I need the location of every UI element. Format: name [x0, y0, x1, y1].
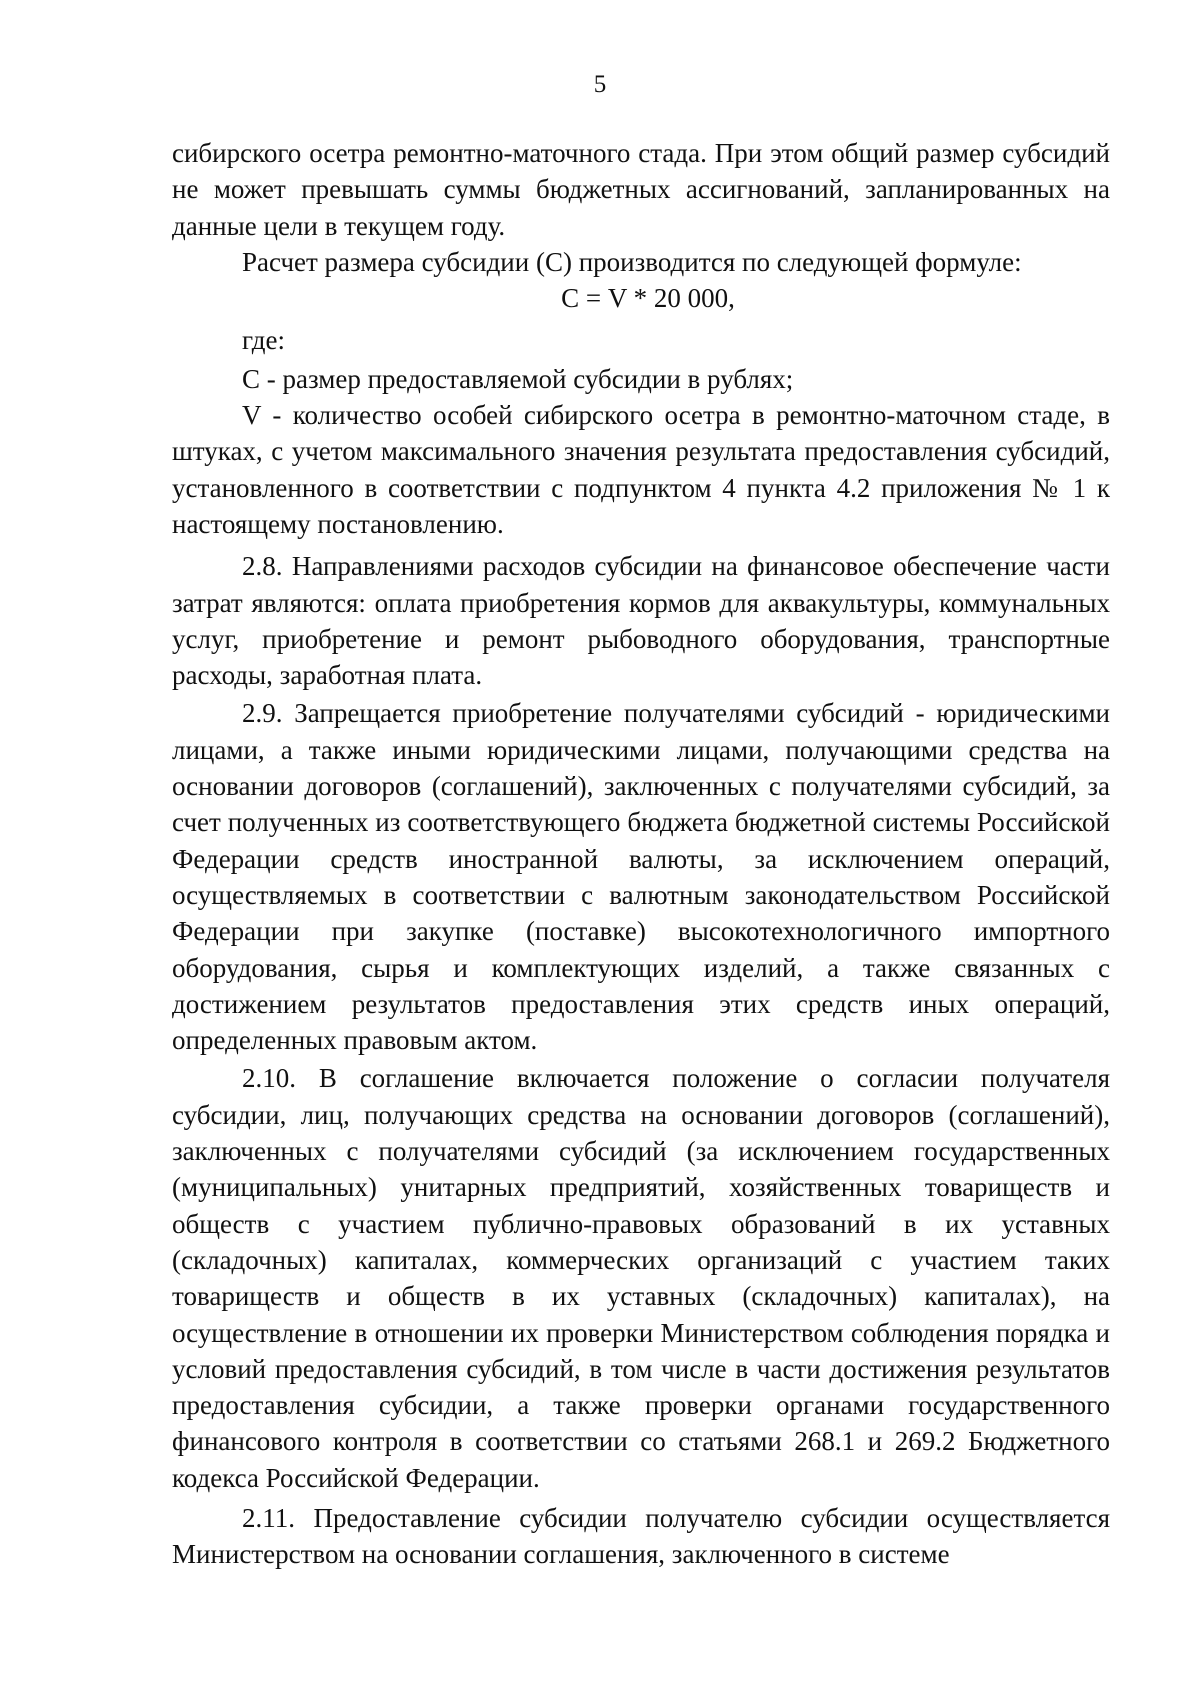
document-body	[172, 135, 1110, 1573]
paragraph-2-8: 2.8. Направлениями расходов субсидии на финансовое обеспечение части затрат являются: оплата приобретения кормов для аквакультуры, коммунальных услуг, приобретение и ремонт рыбоводного оборудования, транспортные расходы, заработная плата.	[172, 551, 1110, 691]
formula: С = V * 20 000,	[561, 283, 735, 314]
paragraph-continuation: сибирского осетра ремонтно-маточного стада. При этом общий размер субсидий не может превышать суммы бюджетных ассигнований, запланированных на данные цели в текущем году.	[172, 138, 1110, 241]
paragraph-2-10: 2.10. В соглашение включается положение о согласии получателя субсидии, лиц, получающих средства на основании договоров (соглашений), заключенных с получателями субсидий (за исключением государственных (муниципальных) унитарных предприятий, хозяйственных товариществ и обществ с участием публично-правовых образований в их уставных (складочных) капиталах, коммерческих организаций с участием таких товариществ и обществ в их уставных (складочных) капиталах), на осуществление в отношении их проверки Министерством соблюдения порядка и условий предоставления субсидий, в том числе в части достижения результатов предоставления субсидии, а также проверки органами государственного финансового контроля в соответствии со статьями 268.1 и 269.2 Бюджетного кодекса Российской Федерации.	[172, 1063, 1110, 1493]
page-number: 5	[593, 71, 607, 98]
paragraph-2-9: 2.9. Запрещается приобретение получателями субсидий - юридическими лицами, а также иными юридическими лицами, получающими средства на основании договоров (соглашений), заключенных с получателями субсидий, за счет полученных из соответствующего бюджета бюджетной системы Российской Федерации средств иностранной валюты, за исключением операций, осуществляемых в соответствии с валютным законодательством Российской Федерации при закупке (поставке) высокотехнологичного импортного оборудования, сырья и комплектующих изделий, а также связанных с достижением результатов предоставления этих средств иных операций, определенных правовым актом.	[172, 698, 1110, 1056]
paragraph-def-c: С - размер предоставляемой субсидии в рублях;	[242, 363, 794, 394]
paragraph-formula-intro: Расчет размера субсидии (С) производится по следующей формуле:	[242, 246, 1022, 277]
paragraph-def-v: V - количество особей сибирского осетра в ремонтно-маточном стаде, в штуках, с учетом максимального значения результата предоставления субсидий, установленного в соответствии с подпунктом 4 пункта 4.2 приложения № 1 к настоящему постановлению.	[172, 400, 1110, 539]
paragraph-2-11: 2.11. Предоставление субсидии получателю субсидии осуществляется Министерством на основании соглашения, заключенного в системе	[172, 1502, 1110, 1570]
paragraph-where: где:	[242, 325, 285, 356]
